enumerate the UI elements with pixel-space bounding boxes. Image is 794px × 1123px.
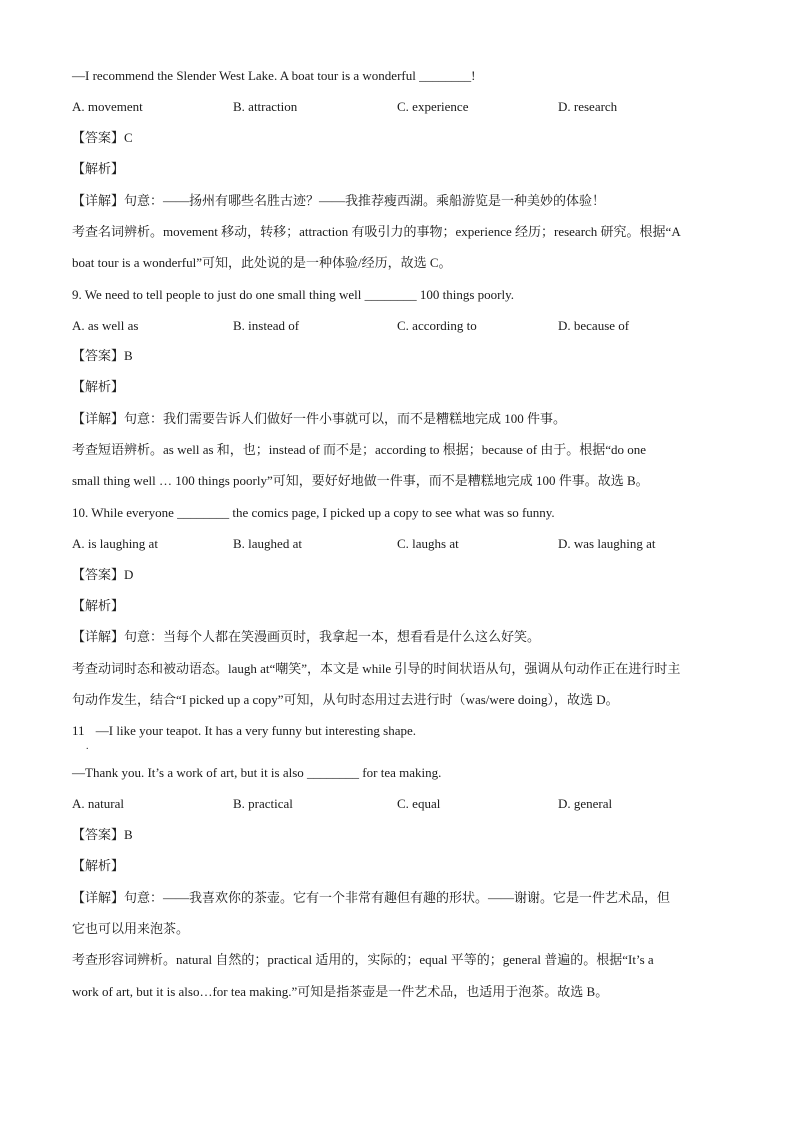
q9-detail: 【详解】句意：我们需要告诉人们做好一件小事就可以，而不是糟糕地完成 100 件事。 (72, 411, 567, 426)
q10-stem: 10. While everyone ________ the comics page, I picked up a copy to see what was so funny. (72, 505, 555, 520)
q10-option-d: D. was laughing at (558, 536, 656, 551)
q11-option-d: D. general (558, 796, 613, 811)
q9-explain-1: 考查短语辨析。as well as 和，也；instead of 而不是；according to 根据；because of 由于。根据“do one (72, 442, 647, 457)
q9-option-b: B. instead of (233, 318, 300, 333)
q11-detail-2: 它也可以用来泡茶。 (72, 921, 190, 936)
q11-option-b: B. practical (233, 796, 293, 811)
q11-explain-1: 考查形容词辨析。natural 自然的；practical 适用的，实际的；equal 平等的；general 普遍的。根据“It’s a (72, 952, 654, 967)
q11-detail-1: 【详解】句意：——我喜欢你的茶壶。它有一个非常有趣但有趣的形状。——谢谢。它是一件艺术品，但 (72, 890, 671, 905)
q11-option-a: A. natural (72, 796, 124, 811)
q10-detail: 【详解】句意：当每个人都在笑漫画页时，我拿起一本，想看看是什么这么好笑。 (72, 629, 541, 644)
q11-stem-1: —I like your teapot. It has a very funny but interesting shape. (95, 723, 417, 738)
q9-answer: 【答案】B (72, 348, 133, 363)
q8-option-b: B. attraction (233, 99, 298, 114)
q8-option-d: D. research (558, 99, 618, 114)
q8-analysis-label: 【解析】 (72, 161, 125, 176)
q9-stem: 9. We need to tell people to just do one small thing well ________ 100 things poorly. (72, 287, 514, 302)
q9-option-a: A. as well as (72, 318, 139, 333)
q9-analysis-label: 【解析】 (72, 379, 125, 394)
q10-explain-1: 考查动词时态和被动语态。laugh at“嘲笑”，本文是 while 引导的时间状语从句，强调从句动作正在进行时主 (72, 661, 681, 676)
q9-option-c: C. according to (397, 318, 477, 333)
q8-explain-2: boat tour is a wonderful”可知，此处说的是一种体验/经历，故选 C。 (72, 255, 452, 270)
q11-number: 11 (72, 723, 85, 738)
q10-option-c: C. laughs at (397, 536, 459, 551)
q11-stem-line-1 (72, 722, 734, 740)
q8-answer: 【答案】C (72, 130, 133, 145)
q9-explain-2: small thing well … 100 things poorly”可知，要好好地做一件事，而不是糟糕地完成 100 件事。故选 B。 (72, 473, 649, 488)
q11-answer: 【答案】B (72, 827, 133, 842)
q11-number-dot: . (86, 741, 89, 752)
q8-stem: —I recommend the Slender West Lake. A boat tour is a wonderful ________! (72, 68, 476, 83)
q10-answer: 【答案】D (72, 567, 134, 582)
q9-option-d: D. because of (558, 318, 630, 333)
q11-stem-2: —Thank you. It’s a work of art, but it is also ________ for tea making. (72, 765, 442, 780)
q8-option-a: A. movement (72, 99, 143, 114)
q11-analysis-label: 【解析】 (72, 858, 125, 873)
q11-explain-2: work of art, but it is also…for tea making.”可知是指茶壶是一件艺术品，也适用于泡茶。故选 B。 (72, 984, 609, 999)
q8-explain-1: 考查名词辨析。movement 移动，转移；attraction 有吸引力的事物；experience 经历；research 研究。根据“A (72, 224, 681, 239)
q11-option-c: C. equal (397, 796, 441, 811)
q10-option-b: B. laughed at (233, 536, 302, 551)
q10-option-a: A. is laughing at (72, 536, 158, 551)
q10-explain-2: 句动作发生，结合“I picked up a copy”可知，从句时态用过去进行时（was/were doing），故选 D。 (72, 692, 619, 707)
q8-detail: 【详解】句意：——扬州有哪些名胜古迹？——我推荐瘦西湖。乘船游览是一种美妙的体验！ (72, 193, 606, 208)
q8-option-c: C. experience (397, 99, 469, 114)
q10-analysis-label: 【解析】 (72, 598, 125, 613)
